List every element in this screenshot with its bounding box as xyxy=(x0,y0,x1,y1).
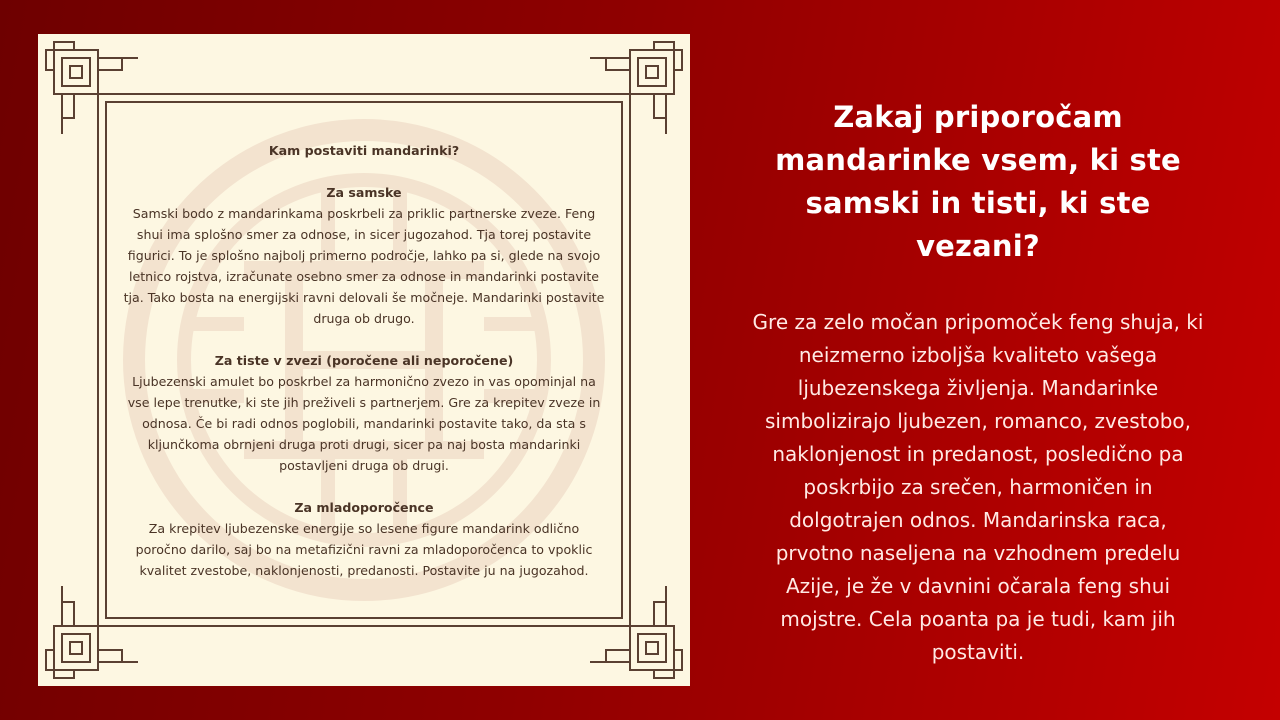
main-heading: Zakaj priporočam mandarinke vsem, ki ste samski in tisti, ki ste vezani? xyxy=(775,100,1181,263)
section-heading: Za samske xyxy=(326,184,402,200)
card-title: Kam postaviti mandarinki? xyxy=(268,142,460,158)
section-mladoporocenci xyxy=(122,497,606,581)
info-card xyxy=(38,34,690,686)
section-v-zvezi xyxy=(122,350,606,476)
section-body: Za krepitev ljubezenske energije so lesene figure mandarink odlično poročno darilo, saj bo na metafizični ravni za mladoporočenca to vpoklic kvalitet zvestobe, naklonjenosti, predanosti. Postavite ju na jugozahod. xyxy=(135,520,593,578)
right-panel xyxy=(740,96,1216,669)
section-heading: Za tiste v zvezi (poročene ali neporočene) xyxy=(214,352,514,368)
card-text xyxy=(122,102,606,618)
section-heading: Za mladoporočence xyxy=(294,499,434,515)
section-samski xyxy=(122,182,606,329)
section-body: Samski bodo z mandarinkama poskrbeli za priklic partnerske zveze. Feng shui ima splošno smer za odnose, in sicer jugozahod. Tja torej postavite figurici. To je splošno najbolj primerno področje, lahko pa si, glede na svojo letnico rojstva, izračunate osebno smer za odnose in mandarinki postavite tja. Tako bosta na energijski ravni delovali še močneje. Mandarinki postavite druga ob drugo. xyxy=(123,205,605,326)
main-body: Gre za zelo močan pripomoček feng shuja, ki neizmerno izboljša kvaliteto vašega ljubezenskega življenja. Mandarinke simbolizirajo ljubezen, romanco, zvestobo, naklonjenost in predanost, posledično pa poskrbijo za srečen, harmoničen in dolgotrajen odnos. Mandarinska raca, prvotno naseljena na vzhodnem predelu Azije, je že v davnini očarala feng shui mojstre. Cela poanta pa je tudi, kam jih postaviti. xyxy=(752,310,1204,664)
section-body: Ljubezenski amulet bo poskrbel za harmonično zvezo in vas opominjal na vse lepe trenutke, ki ste jih preživeli s partnerjem. Gre za krepitev zveze in odnosa. Če bi radi odnos poglobili, mandarinki postavite tako, da sta s kljunčkoma obrnjeni druga proti drugi, sicer pa naj bosta mandarinki postavljeni druga ob drugi. xyxy=(127,373,601,473)
